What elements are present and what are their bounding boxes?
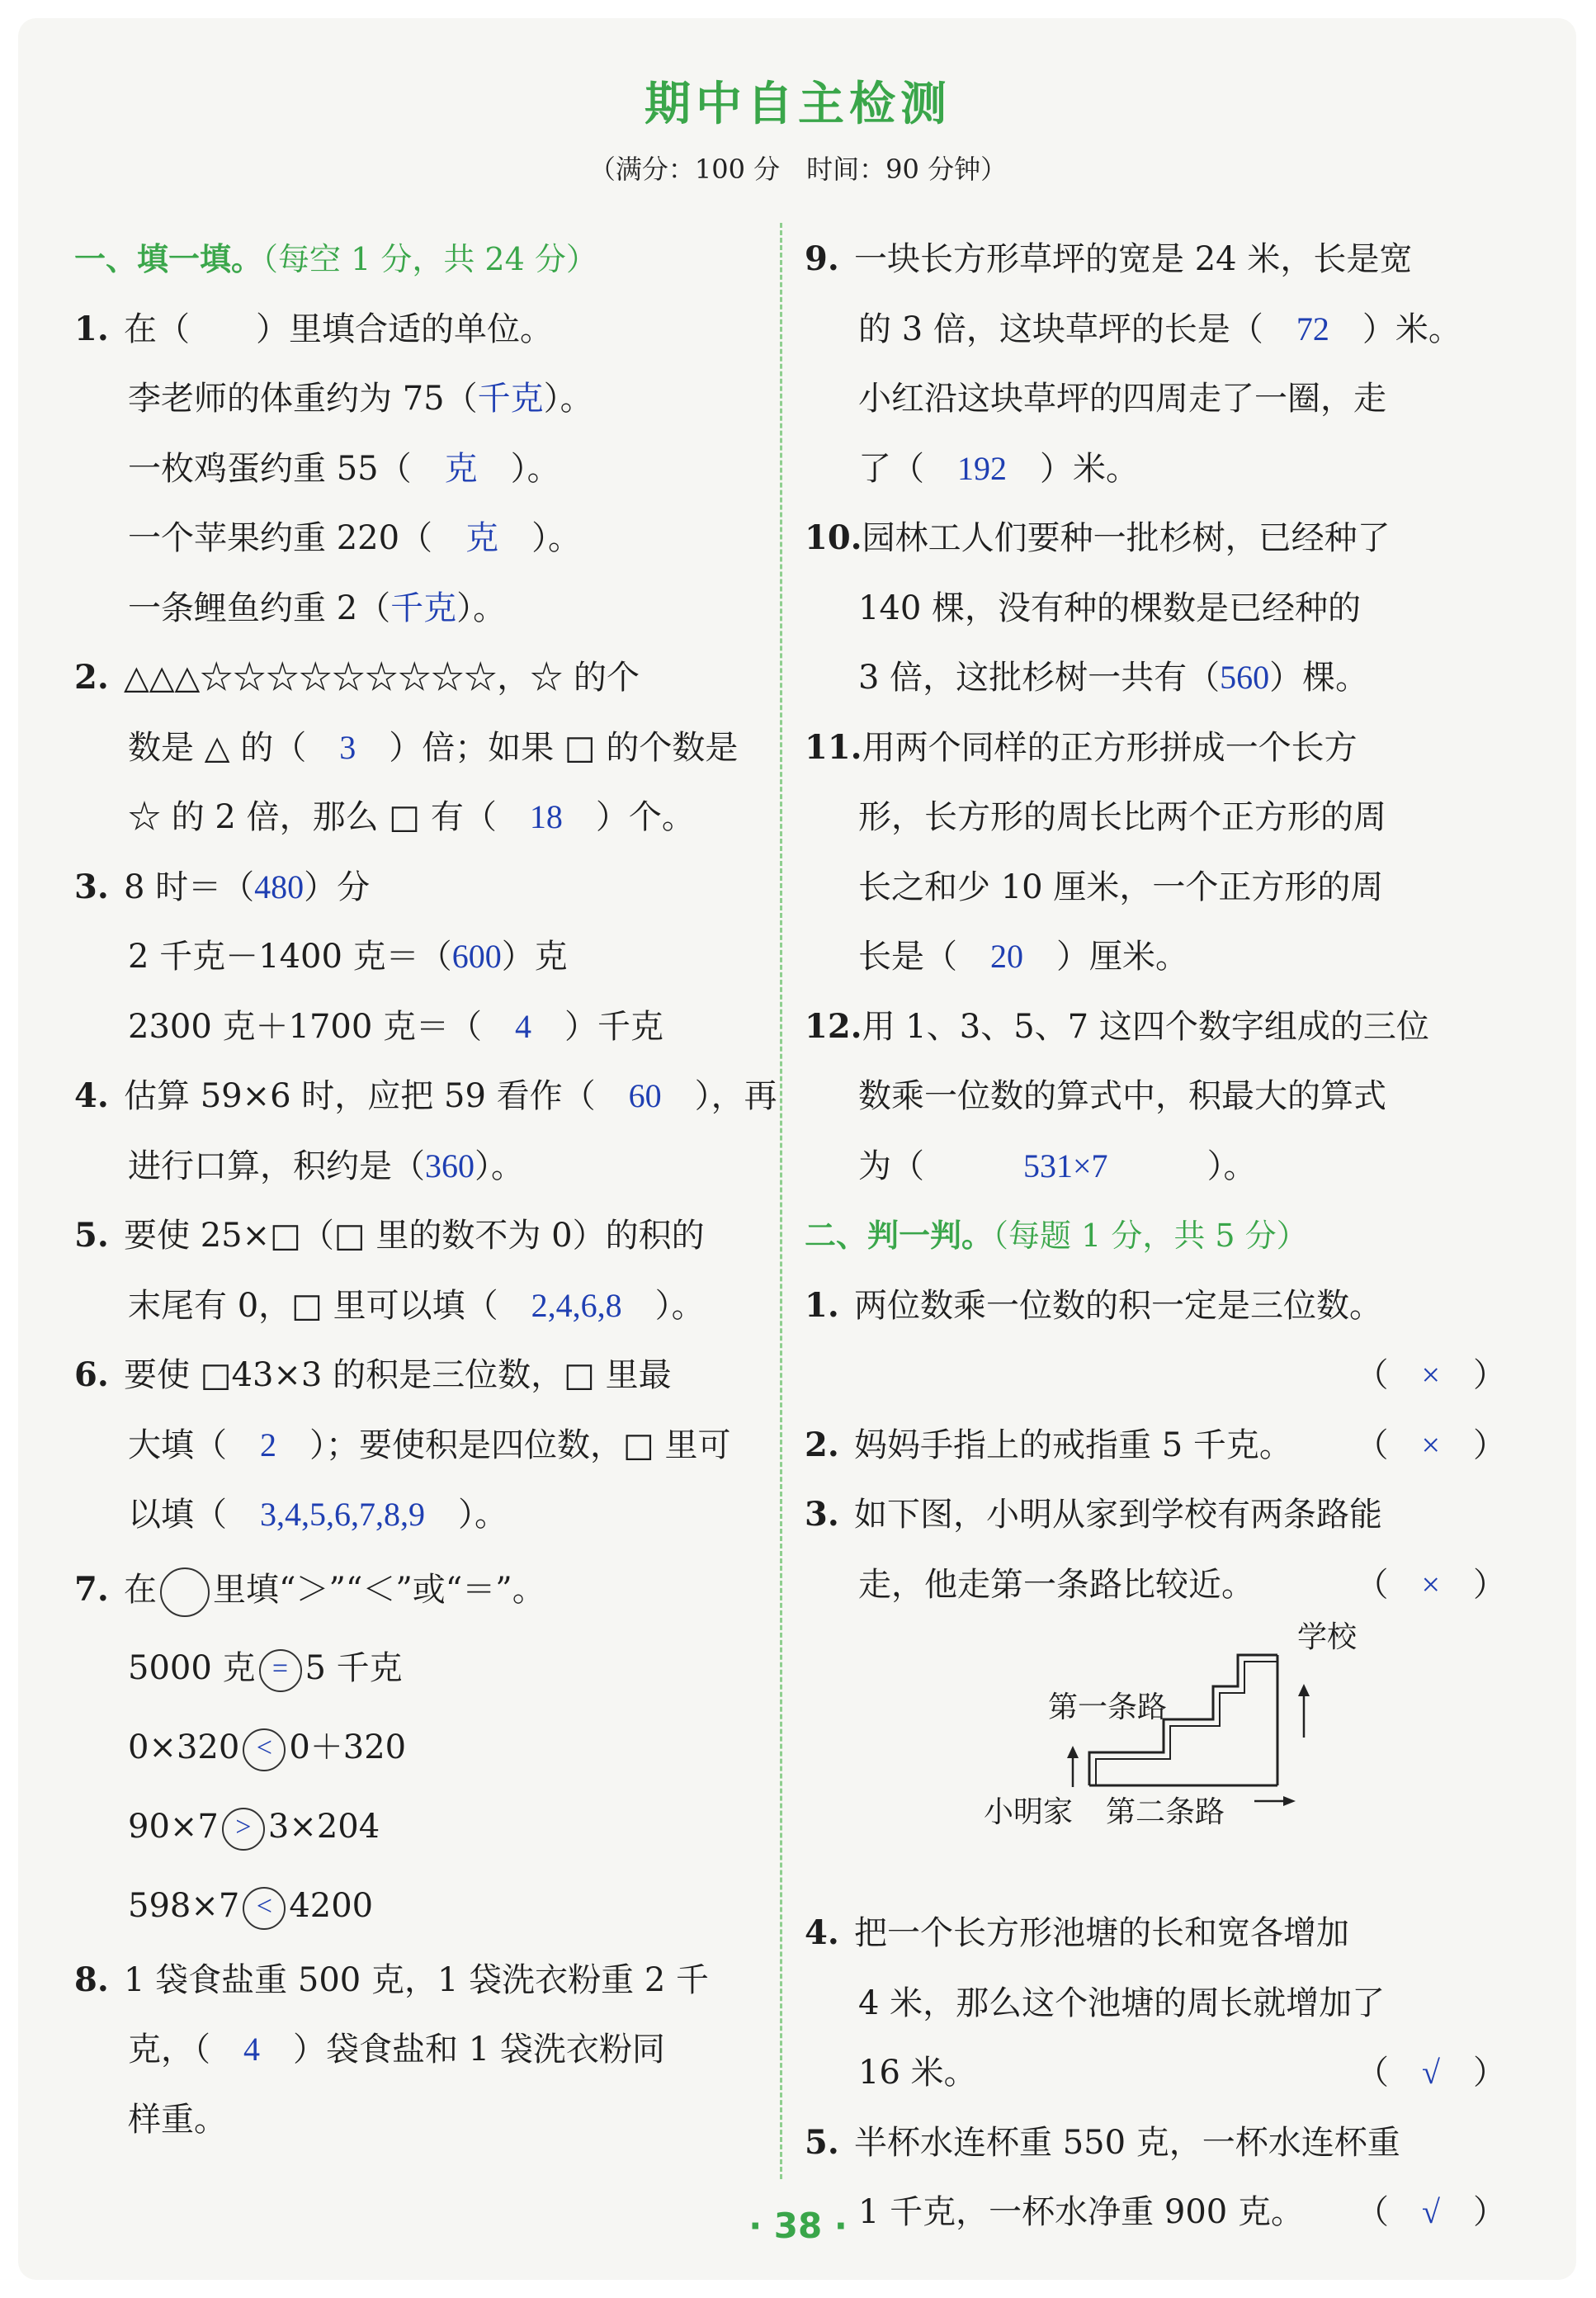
- judge-3-line2: 走，他走第一条路比较近。 （ × ）: [805, 1550, 1506, 1620]
- question-8-line2: 克，（ 4 ）袋食盐和 1 袋洗衣粉同: [128, 2031, 665, 2069]
- question-2: 2. △△△☆☆☆☆☆☆☆☆☆，☆ 的个: [74, 658, 640, 697]
- route-diagram: [974, 1614, 1358, 1837]
- compare-answer: >: [222, 1808, 265, 1851]
- question-4-line2: 进行口算，积约是（360）。: [128, 1147, 524, 1185]
- question-1c: 一个苹果约重 220（ 克 ）。: [128, 519, 582, 557]
- school-label: 学校: [1297, 1620, 1358, 1654]
- answer-text: 600: [451, 938, 502, 975]
- empty-circle-icon: [160, 1567, 210, 1617]
- answer-text: 360: [425, 1147, 475, 1184]
- judge-5-line2: 1 千克，一杯水净重 900 克。 （ √ ）: [805, 2177, 1506, 2248]
- question-10-line2: 140 棵，没有种的棵数是已经种的: [858, 589, 1362, 627]
- question-10: 10.园林工人们要种一批杉树，已经种了: [805, 518, 1391, 557]
- question-12: 12.用 1、3、5、7 这四个数字组成的三位: [805, 1006, 1429, 1046]
- answer-text: 192: [957, 449, 1007, 487]
- question-6-line2: 大填（ 2 ）；要使积是四位数，□ 里可: [128, 1426, 731, 1464]
- question-6-line3: 以填（ 3,4,5,6,7,8,9 ）。: [128, 1496, 508, 1534]
- judge-1-mark-line: [805, 1340, 1506, 1411]
- compare-row-4: 598×7 < 4200: [74, 1866, 759, 1946]
- route2-label: 第二条路: [1106, 1795, 1225, 1829]
- judge-5: 5. 半杯水连杯重 550 克，一杯水连杯重: [805, 2122, 1400, 2162]
- answer-text: 2: [260, 1426, 276, 1463]
- column-divider: [780, 223, 782, 2179]
- judge-mark: （ √ ）: [1356, 2054, 1506, 2092]
- judge-4-line3: 16 米。 （ √ ）: [805, 2038, 1506, 2108]
- answer-text: 72: [1296, 310, 1329, 348]
- question-9-line4: 了（ 192 ）米。: [858, 449, 1139, 488]
- question-11: 11.用两个同样的正方形拼成一个长方: [805, 727, 1358, 767]
- judge-4-line2: 4 米，那么这个池塘的周长就增加了: [858, 1984, 1386, 2022]
- question-4: 4. 估算 59×6 时，应把 59 看作（ 60 ），再: [74, 1076, 777, 1115]
- right-column: [805, 225, 1506, 2248]
- answer-text: 3,4,5,6,7,8,9: [260, 1496, 425, 1533]
- page-subtitle: （满分：100 分 时间：90 分钟）: [588, 154, 1008, 185]
- compare-row-2: 0×320 < 0＋320: [74, 1708, 759, 1787]
- question-1: 1. 在（ ）里填合适的单位。: [74, 309, 553, 348]
- judge-mark: （ × ）: [1355, 1565, 1506, 1604]
- route2-arrow-head: [1283, 1796, 1296, 1806]
- question-6: 6. 要使 □43×3 的积是三位数，□ 里最: [74, 1355, 672, 1394]
- question-3: 3. 8 时＝（480）分: [74, 867, 371, 906]
- question-3c: 2300 克＋1700 克＝（ 4 ）千克: [128, 1007, 664, 1046]
- answer-text: 480: [254, 868, 305, 905]
- page-title: 期中自主检测: [645, 78, 951, 131]
- section-heading-judge: 二、判一判。（每题 1 分，共 5 分）: [805, 1218, 1308, 1254]
- question-1a: 李老师的体重约为 75（千克）。: [128, 380, 593, 418]
- answer-text: 20: [990, 938, 1023, 975]
- answer-text: 18: [529, 798, 563, 835]
- left-column: [74, 225, 777, 2154]
- page-number: · 38 ·: [748, 2206, 848, 2246]
- question-8: 8. 1 袋食盐重 500 克，1 袋洗衣粉重 2 千: [74, 1960, 709, 1999]
- home-label: 小明家: [984, 1795, 1074, 1829]
- answer-text: 560: [1220, 659, 1270, 696]
- judge-4: 4. 把一个长方形池塘的长和宽各增加: [805, 1913, 1349, 1952]
- question-12-line2: 数乘一位数的算式中，积最大的算式: [858, 1077, 1386, 1115]
- answer-text: 克: [444, 449, 478, 487]
- question-5: 5. 要使 25×□（□ 里的数不为 0）的积的: [74, 1216, 705, 1255]
- compare-answer: =: [259, 1649, 302, 1692]
- answer-text: 3: [339, 728, 357, 766]
- judge-3: 3. 如下图，小明从家到学校有两条路能: [805, 1495, 1382, 1534]
- answer-text: 60: [628, 1077, 662, 1114]
- compare-row-3: 90×7 > 3×204: [74, 1787, 759, 1866]
- question-9: 9. 一块长方形草坪的宽是 24 米，长是宽: [805, 239, 1413, 278]
- question-3b: 2 千克－1400 克＝（600）克: [128, 938, 568, 976]
- question-11-line3: 长之和少 10 厘米，一个正方形的周: [858, 868, 1384, 906]
- question-2-line2: 数是 △ 的（ 3 ）倍；如果 □ 的个数是: [128, 728, 739, 767]
- route1-label: 第一条路: [1048, 1690, 1168, 1724]
- compare-answer: <: [243, 1887, 286, 1930]
- judge-mark: （ × ）: [1355, 1356, 1506, 1394]
- question-9-line3: 小红沿这块草坪的四周走了一圈，走: [858, 380, 1386, 418]
- judge-mark: （ × ）: [1355, 1426, 1506, 1464]
- question-12-line3: 为（ 531×7 ）。: [858, 1147, 1257, 1185]
- answer-text: 4: [243, 2031, 260, 2068]
- question-8-line3: 样重。: [128, 2100, 227, 2139]
- question-11-line4: 长是（ 20 ）厘米。: [858, 938, 1188, 976]
- judge-1: 1. 两位数乘一位数的积一定是三位数。: [805, 1285, 1382, 1325]
- section-heading-fill: 一、填一填。（每空 1 分，共 24 分）: [74, 241, 597, 277]
- answer-text: 531×7: [1023, 1147, 1108, 1184]
- compare-row-1: 5000 克 = 5 千克: [74, 1629, 759, 1708]
- question-1b: 一枚鸡蛋约重 55（ 克 ）。: [128, 449, 560, 488]
- judge-mark: （ √ ）: [1356, 2193, 1506, 2231]
- question-11-line2: 形，长方形的周长比两个正方形的周: [858, 798, 1386, 836]
- question-7: 7. 在 里填“＞”“＜”或“＝”。: [74, 1550, 759, 1629]
- question-9-line2: 的 3 倍，这块草坪的长是（ 72 ）米。: [858, 310, 1461, 348]
- compare-answer: <: [243, 1728, 286, 1771]
- question-2-line3: ☆ 的 2 倍，那么 □ 有（ 18 ）个。: [128, 798, 695, 836]
- question-1d: 一条鲤鱼约重 2（千克）。: [128, 589, 507, 627]
- home-arrow-head: [1067, 1746, 1079, 1758]
- answer-text: 千克: [477, 380, 544, 417]
- answer-text: 2,4,6,8: [531, 1286, 622, 1324]
- question-10-line3: 3 倍，这批杉树一共有（560）棵。: [858, 659, 1369, 697]
- answer-text: 克: [465, 519, 499, 556]
- answer-text: 千克: [390, 589, 457, 627]
- judge-2: 2. 妈妈手指上的戒指重 5 千克。 （ × ）: [805, 1411, 1506, 1481]
- answer-text: 4: [515, 1007, 532, 1045]
- school-arrow-head: [1298, 1684, 1310, 1696]
- question-5-line2: 末尾有 0，□ 里可以填（ 2,4,6,8 ）。: [128, 1286, 705, 1325]
